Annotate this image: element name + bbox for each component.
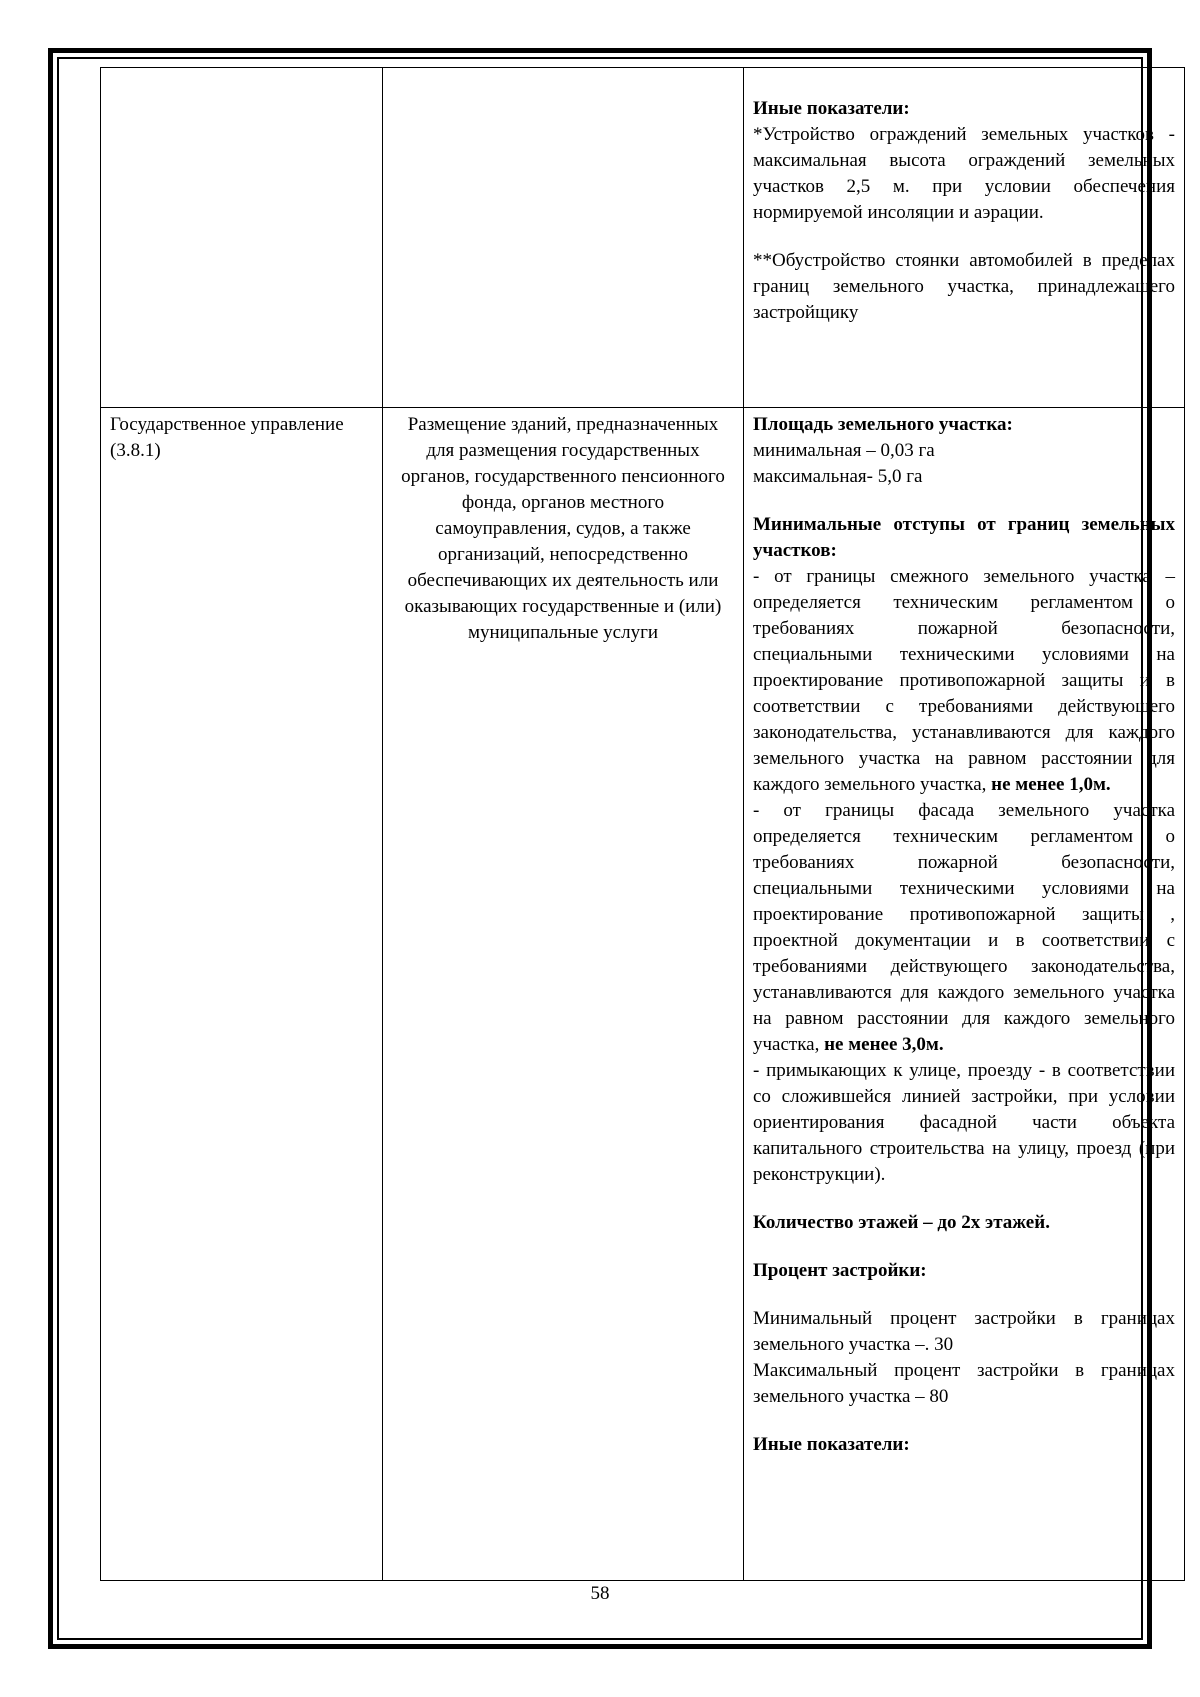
setback-facade-text: - от границы фасада земельного участка определяется техническим регламентом о требованиях пожарной безопасности, специальными техническими условиями на проектирование противопожарной защиты , проектной документации и в соответствии с требованиями действующего законодательства, устанавливаются для каждого земельного участка на равном расстоянии для каждого земельного участка,	[753, 800, 1175, 1055]
fence-text: *Устройство ограждений земельных участков - максимальная высота ограждений земельных участков 2,5 м. при условии обеспечения нормируемой инсоляции и аэрации.	[753, 124, 1175, 223]
other-indicators-title: Иные показатели:	[753, 1434, 910, 1455]
page-number: 58	[590, 1583, 610, 1604]
percent-max: Максимальный процент застройки в границах земельного участка – 80	[753, 1360, 1175, 1407]
setback-street: - примыкающих к улице, проезду - в соответствии со сложившейся линией застройки, при условии ориентирования фасадной части объекта капитального строительства на улицу, проезд (при реконструкции).	[753, 1060, 1175, 1185]
setback-facade-value: не менее 3,0м.	[824, 1034, 944, 1055]
area-title: Площадь земельного участка:	[753, 414, 1013, 435]
cell-parameters	[744, 408, 1185, 1581]
other-indicators-title: Иные показатели:	[753, 98, 910, 119]
setback-facade	[753, 798, 1175, 1058]
table-row	[101, 68, 1185, 408]
floors-text: Количество этажей – до 2х этажей.	[753, 1212, 1050, 1233]
setback-adjacent-value: не менее 1,0м.	[991, 774, 1111, 795]
regulations-table	[100, 67, 1185, 1581]
table-row	[101, 408, 1185, 1581]
area-max: максимальная- 5,0 га	[753, 466, 923, 487]
cell-use-type: Государственное управление (3.8.1)	[101, 408, 383, 1581]
setbacks-title: Минимальные отступы от границ земельных участков:	[753, 514, 1175, 561]
area-min: минимальная – 0,03 га	[753, 440, 935, 461]
setback-adjacent-text: - от границы смежного земельного участка – определяется техническим регламентом о требованиях пожарной безопасности, специальными техническими условиями на проектирование противопожарной защиты и в соответствии с требованиями действующего законодательства, устанавливаются для каждого земельного участка на равном расстоянии для каждого земельного участка,	[753, 566, 1175, 795]
setback-adjacent	[753, 564, 1175, 798]
cell-description	[383, 68, 744, 408]
percent-min: Минимальный процент застройки в границах земельного участка –. 30	[753, 1308, 1175, 1355]
cell-description: Размещение зданий, предназначенных для размещения государственных органов, государственного пенсионного фонда, органов местного самоуправления, судов, а также организаций, непосредственно обеспечивающих их деятельность или оказывающих государственные и (или) муниципальные услуги	[383, 408, 744, 1581]
percent-title: Процент застройки:	[753, 1260, 927, 1281]
parking-text: **Обустройство стоянки автомобилей в пределах границ земельного участка, принадлежащего застройщику	[753, 250, 1175, 323]
cell-use-type	[101, 68, 383, 408]
cell-parameters	[744, 68, 1185, 408]
